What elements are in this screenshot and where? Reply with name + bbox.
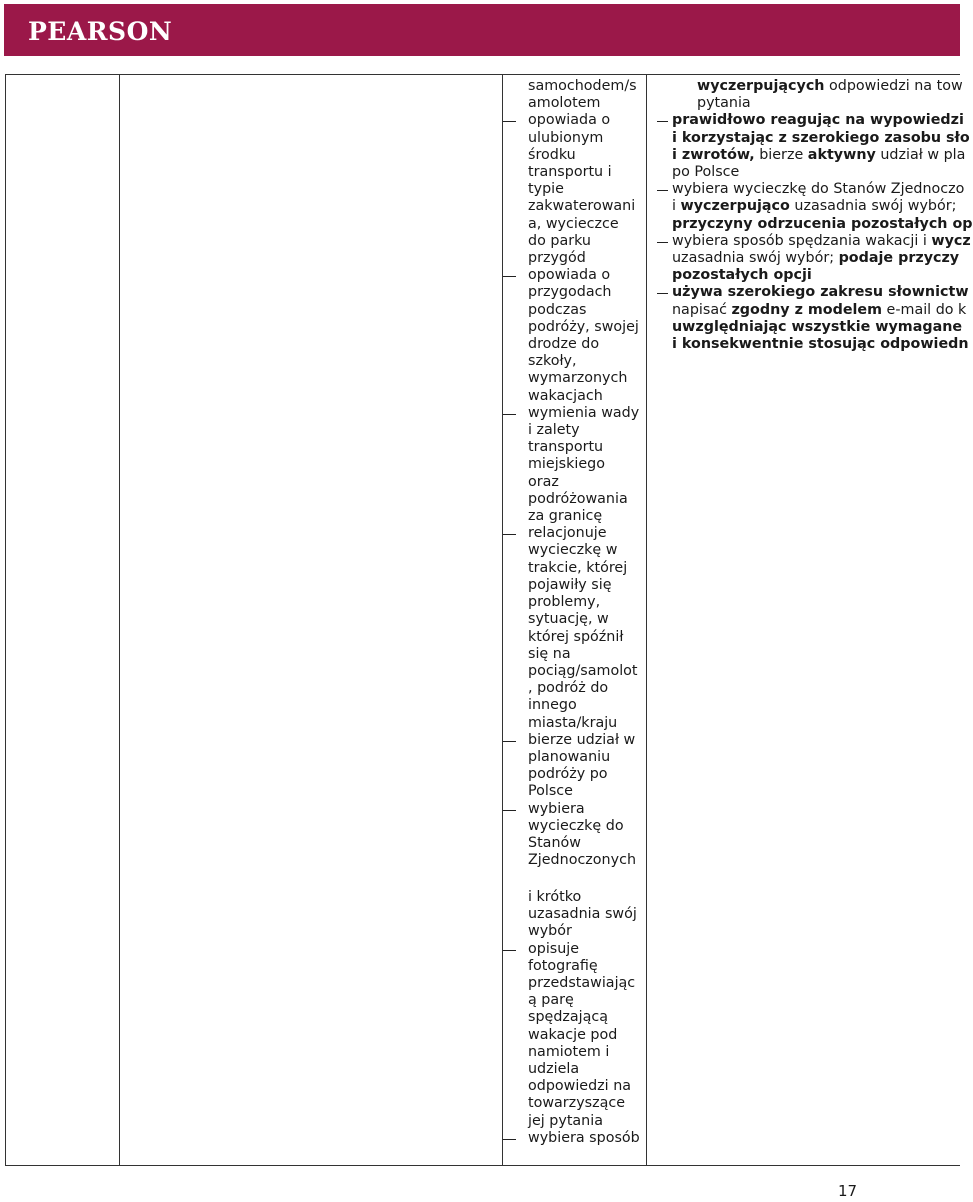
top-grade-column-text (672, 78, 972, 353)
grade-column-text (528, 78, 640, 869)
list-item: opowiada o ulubionym środku transportu i typie zakwaterowani a, wycieczce do parku przygód (528, 112, 640, 267)
list-item: i konsekwentnie stosując odpowiedn (672, 336, 969, 353)
list-item: wybiera sposób spędzania wakacji i wycz (672, 232, 971, 249)
grade-column-text-continued (528, 889, 640, 1147)
list-item: i korzystając z szerokiego zasobu sło (672, 129, 970, 146)
table-border-left (5, 74, 6, 1166)
list-item: opowiada o przygodach podczas podróży, swojej drodze do szkoły, wymarzonych wakacjach (528, 267, 639, 404)
list-item: uzasadnia swój wybór; podaje przyczy (672, 250, 960, 267)
list-item: pytania (697, 95, 751, 112)
list-item: opisuje fotografię przedstawiając ą parę spędzającą wakacje pod namiotem i udziela odpowiedzi na towarzyszące jej pytania (528, 941, 640, 1130)
list-item: bierze udział w planowaniu podróży po Polsce (528, 732, 640, 801)
list-item: wyczerpujących odpowiedzi na tow (697, 78, 963, 94)
list-item: prawidłowo reagując na wypowiedzi (672, 112, 972, 129)
list-item: wybiera sposób (528, 1129, 640, 1146)
list-item: wymienia wady i zalety transportu miejskiego oraz podróżowania za granicę (528, 404, 640, 525)
list-item: uwzględniając wszystkie wymagane (672, 318, 963, 335)
list-item: relacjonuje wycieczkę w trakcie, której pojawiły się problemy, sytuację, w której spóźnił się na pociąg/samolot , podróż do innego miasta/kraju (528, 525, 640, 731)
table-divider-3 (646, 74, 647, 1166)
publisher-header-bar (4, 4, 960, 56)
pearson-logo: PEARSON (28, 17, 173, 46)
list-item: wybiera wycieczkę do Stanów Zjednoczo (672, 181, 972, 198)
table-divider-1 (119, 74, 120, 1166)
list-item: po Polsce (672, 164, 740, 181)
list-item: przyczyny odrzucenia pozostałych op (672, 215, 973, 232)
list-item: napisać zgodny z modelem e-mail do k (672, 301, 967, 318)
list-item: i krótko uzasadnia swój wybór (528, 889, 637, 940)
table-divider-2 (502, 74, 503, 1166)
list-item: wybiera wycieczkę do Stanów Zjednoczonych (528, 801, 640, 870)
table-top-border (5, 74, 960, 75)
list-item: używa szerokiego zakresu słownictw (672, 284, 972, 301)
list-item: samochodem/s amolotem (528, 78, 637, 112)
table-bottom-border (5, 1165, 960, 1166)
page-number: 17 (838, 1182, 858, 1200)
list-item: i zwrotów, bierze aktywny udział w pla (672, 146, 966, 163)
list-item: i wyczerpująco uzasadnia swój wybór; (672, 198, 957, 215)
list-item: pozostałych opcji (672, 267, 812, 284)
